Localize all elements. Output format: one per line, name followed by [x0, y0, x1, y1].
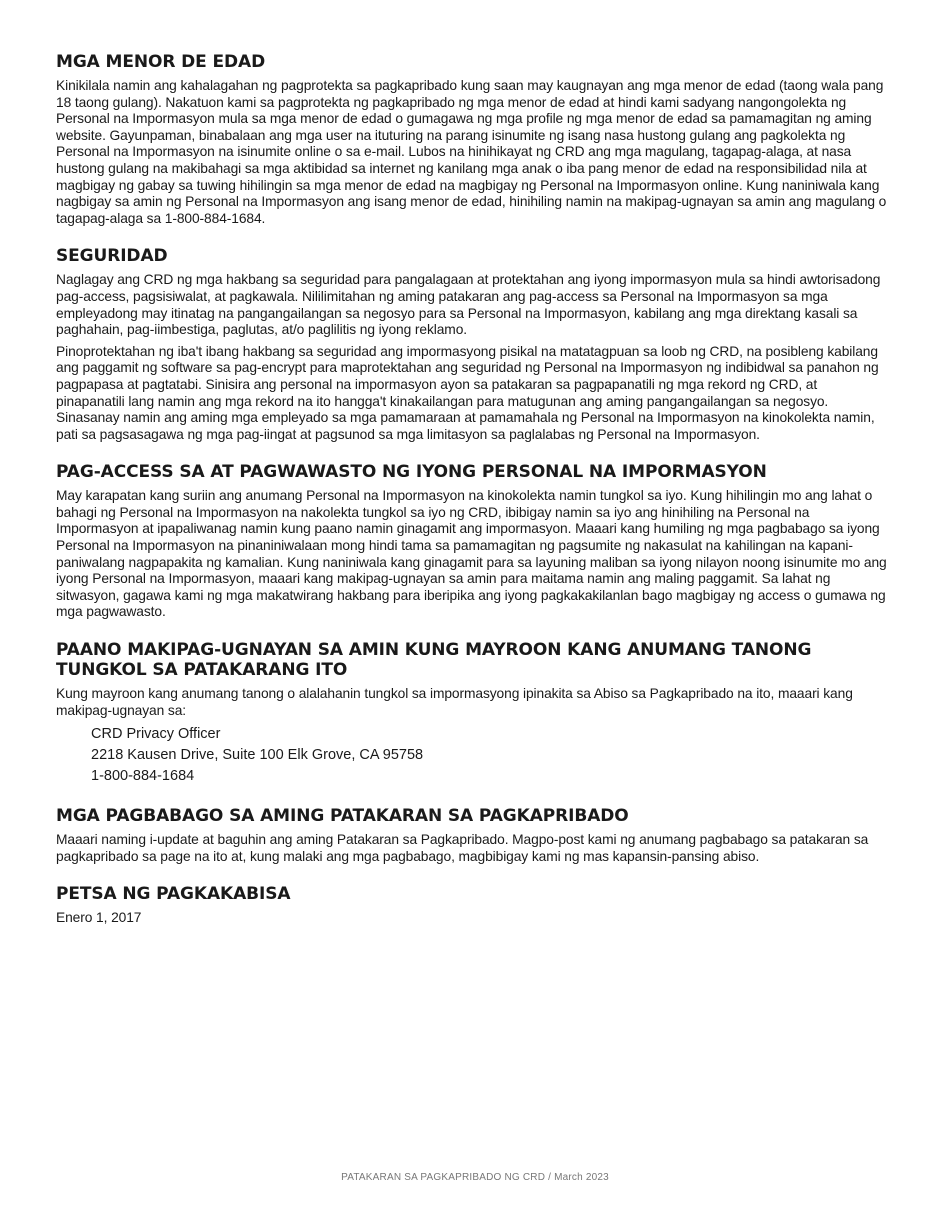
- section-heading: MGA MENOR DE EDAD: [56, 52, 266, 72]
- section-heading: SEGURIDAD: [56, 246, 168, 267]
- contact-phone: 1-800-884-1684: [91, 768, 195, 785]
- section-paragraph: Pinoprotektahan ng iba't ibang hakbang sa seguridad ang impormasyong pisikal na matatagpuan sa loob ng CRD, na posibleng kabilang ang paggamit ng software sa pag-encrypt para maprotektahan ang seguridad ng Personal na Impormasyon ng indibidwal sa panahon ng pagpapasa at pagtatabi. Sinisira ang personal na impormasyon ayon sa patakaran sa pagpapanatili ng mga rekord ng CRD, at pinapanatili lang namin ang mga rekord na ito hangga't kinakailangan para matugunan ang aming pangangailangan sa negosyo. Sinasanay namin ang aming mga empleyado sa mga pamamaraan at pamamahala ng Personal na Impormasyon na kinokolekta namin, pati sa pagsasagawa ng mga pag-iingat at pagsunod sa mga limitasyon sa paglalabas ng Personal na Impormasyon.: [56, 343, 879, 442]
- section-heading: MGA PAGBABAGO SA AMING PATAKARAN SA PAGKAPRIBADO: [56, 806, 629, 827]
- effective-date: Enero 1, 2017: [56, 910, 142, 926]
- contact-officer: CRD Privacy Officer: [91, 726, 221, 743]
- section-paragraph: Kung mayroon kang anumang tanong o alalahanin tungkol sa impormasyong ipinakita sa Abiso sa Pagkapribado na ito, maaari kang makipag-ugnayan sa:: [56, 686, 853, 718]
- section-paragraph: Maaari naming i-update at baguhin ang aming Patakaran sa Pagkapribado. Magpo-post kami ng anumang pagbabago sa patakaran sa pagkapribado sa page na ito at, kung malaki ang mga pagbabago, magbibigay kami ng mas kapansin-pansing abiso.: [56, 832, 869, 864]
- section-security: [56, 246, 888, 443]
- section-heading: PETSA NG PAGKAKABISA: [56, 884, 291, 905]
- contact-block: [91, 724, 888, 787]
- section-paragraph: Naglagay ang CRD ng mga hakbang sa seguridad para pangalagaan at protektahan ang iyong impormasyon mula sa hindi awtorisadong pag-access, pagsisiwalat, at pagkawala. Nililimitahan ng aming patakaran ang pag-access sa Personal na Impormasyon sa mga empleyadong may itinatag na pangangailangan sa negosyo para sa Personal na Impormasyon, kabilang ang mga direktang kasali sa paghahain, pag-iimbestiga, paglutas, at/o paglilitis ng iyong reklamo.: [56, 272, 881, 338]
- section-minors: [56, 52, 888, 227]
- section-effective-date: [56, 884, 888, 927]
- section-heading: PAANO MAKIPAG-UGNAYAN SA AMIN KUNG MAYROON KANG ANUMANG TANONG TUNGKOL SA PATAKARANG ITO: [56, 640, 812, 681]
- contact-address: 2218 Kausen Drive, Suite 100 Elk Grove, CA 95758: [91, 747, 424, 764]
- section-paragraph: Kinikilala namin ang kahalagahan ng pagprotekta sa pagkapribado kung saan may kaugnayan ang mga menor de edad (taong wala pang 18 taong gulang). Nakatuon kami sa pagprotekta ng pagkapribado ng mga menor de edad at hindi kami sadyang nangongolekta ng Personal na Impormasyon mula sa mga menor de edad o gumagawa ng mga profile ng mga menor de edad sa pamamagitan ng aming website. Gayunpaman, binabalaan ang mga user na ituturing na parang isinumite ng isang nasa hustong gulang ang pagkolekta ng Personal na Impormasyon na isinumite online o sa e-mail. Lubos na hinihikayat ng CRD ang mga magulang, tagapag-alaga, at nasa hustong gulang na makibahagi sa mga aktibidad sa internet ng kanilang mga anak o iba pang menor de edad na responsibilidad nila at magbigay ng gabay sa tuwing hihilingin sa mga menor de edad na magbigay ng Personal na Impormasyon online. Kung naniniwala kang nagbigay sa amin ng Personal na Impormasyon ang isang menor de edad, hinihiling namin na makipag-ugnayan sa amin ang magulang o tagapag-alaga sa 1-800-884-1684.: [56, 78, 887, 226]
- section-heading: PAG-ACCESS SA AT PAGWAWASTO NG IYONG PERSONAL NA IMPORMASYON: [56, 462, 767, 483]
- section-contact: [56, 640, 888, 787]
- section-changes: [56, 806, 888, 865]
- section-access: [56, 462, 888, 621]
- document-page: [56, 52, 888, 946]
- page-footer: PATAKARAN SA PAGKAPRIBADO NG CRD / March 2023: [341, 1172, 609, 1183]
- section-paragraph: May karapatan kang suriin ang anumang Personal na Impormasyon na kinokolekta namin tungkol sa iyo. Kung hihilingin mo ang lahat o bahagi ng Personal na Impormasyon na nakolekta tungkol sa iyo ng CRD, ibibigay namin sa iyo ang hinihiling na Personal na Impormasyon at ipapaliwanag namin kung paano namin ginagamit ang impormasyon. Maaari kang humiling ng mga pagbabago sa iyong Personal na Impormasyon na pinaniniwalaan mong hindi tama sa pamamagitan ng pagsumite ng nakasulat na kahilingan na kapani-paniwalang nagpapakita ng kamalian. Kung naniniwala kang ginagamit para sa layuning maliban sa iyong nilayon noong isinumite mo ang iyong Personal na Impormasyon, maaari kang makipag-ugnayan sa amin para maitama namin ang maling paggamit. Sa lahat ng sitwasyon, gagawa kami ng mga makatwirang hakbang para iberipika ang iyong pagkakakilanlan bago magbigay ng access o gumawa ng mga pagwawasto.: [56, 488, 887, 620]
